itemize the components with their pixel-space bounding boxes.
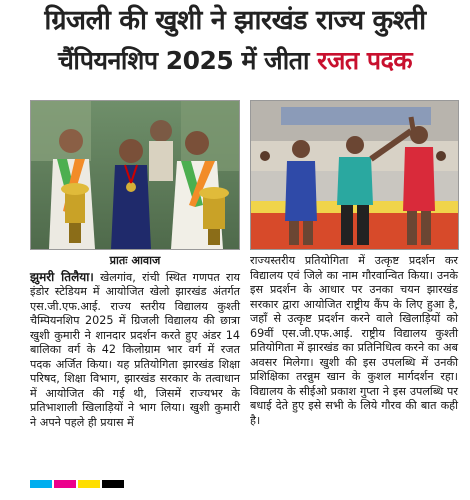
article-column-right	[250, 254, 458, 428]
article-column-left	[30, 254, 240, 430]
article-dateline: झुमरी तिलैया।	[30, 269, 94, 284]
article-right-text: राज्यस्तरीय प्रतियोगिता में उत्कृष्ट प्रदर्शन कर विद्यालय एवं जिले का नाम गौरवान्वित किया। उनके इस प्रदर्शन के आधार पर उनका चयन झारखंड सरकार द्वारा आयोजित राष्ट्रीय कैंप के लिए हुआ है, जहाँ से उत्कृष्ट प्रदर्शन करने वाले खिलाड़ियों को 69वीं एस.जी.एफ.आई. राष्ट्रीय विद्यालय कुश्ती प्रतियोगिता में झारखंड का प्रतिनिधित्व करने का अब अवसर मिलेगा। खुशी की इस उपलब्धि में उनकी प्रशिक्षिका तरन्नुम खान के कुशल मार्गदर्शन रहा। विद्यालय के सीईओ प्रकाश गुप्ता ने इस उपलब्धि पर बधाई देते हुए इसे सभी के लिये गौरव की बात कही है।	[250, 254, 458, 427]
headline-line-2-main: चैंपियनशिप 2025 में जीता	[57, 46, 318, 75]
yellow-bar	[78, 480, 100, 488]
article-left-text: खेलगांव, रांची स्थित गणपत राय इंडोर स्टेडियम में आयोजित खेलो झारखंड अंतर्गत एस.जी.एफ.आई. राज्य स्तरीय विद्यालय कुश्ती चैम्पियनशिप 2025 में ग्रिजली विद्यालय की छात्रा खुशी कुमारी ने शानदार प्रदर्शन करते हुए अंडर 14 बालिका वर्ग के 42 किलोग्राम भार वर्ग में रजत पदक अर्जित किया। यह प्रतियोगिता झारखंड शिक्षा परिषद, शिक्षा विभाग, झारखंड सरकार के तत्वाधान में आयोजित की गई थी, जिसमें राज्यभर के प्रतिभाशाली खिलाड़ियों ने भाग लिया। खुशी कुमारी ने अपने पहले ही प्रयास में	[30, 270, 240, 429]
medal-ceremony-photo	[30, 100, 240, 250]
headline-line-1: ग्रिजली की खुशी ने झारखंड राज्य कुश्ती	[44, 5, 426, 36]
black-bar	[102, 480, 124, 488]
photo-credit: प्रातः आवाज	[109, 254, 161, 267]
cyan-bar	[30, 480, 52, 488]
wrestling-mat-photo	[250, 100, 459, 250]
magenta-bar	[54, 480, 76, 488]
headline-accent: रजत पदक	[317, 46, 413, 75]
headline-line-2	[0, 44, 470, 78]
